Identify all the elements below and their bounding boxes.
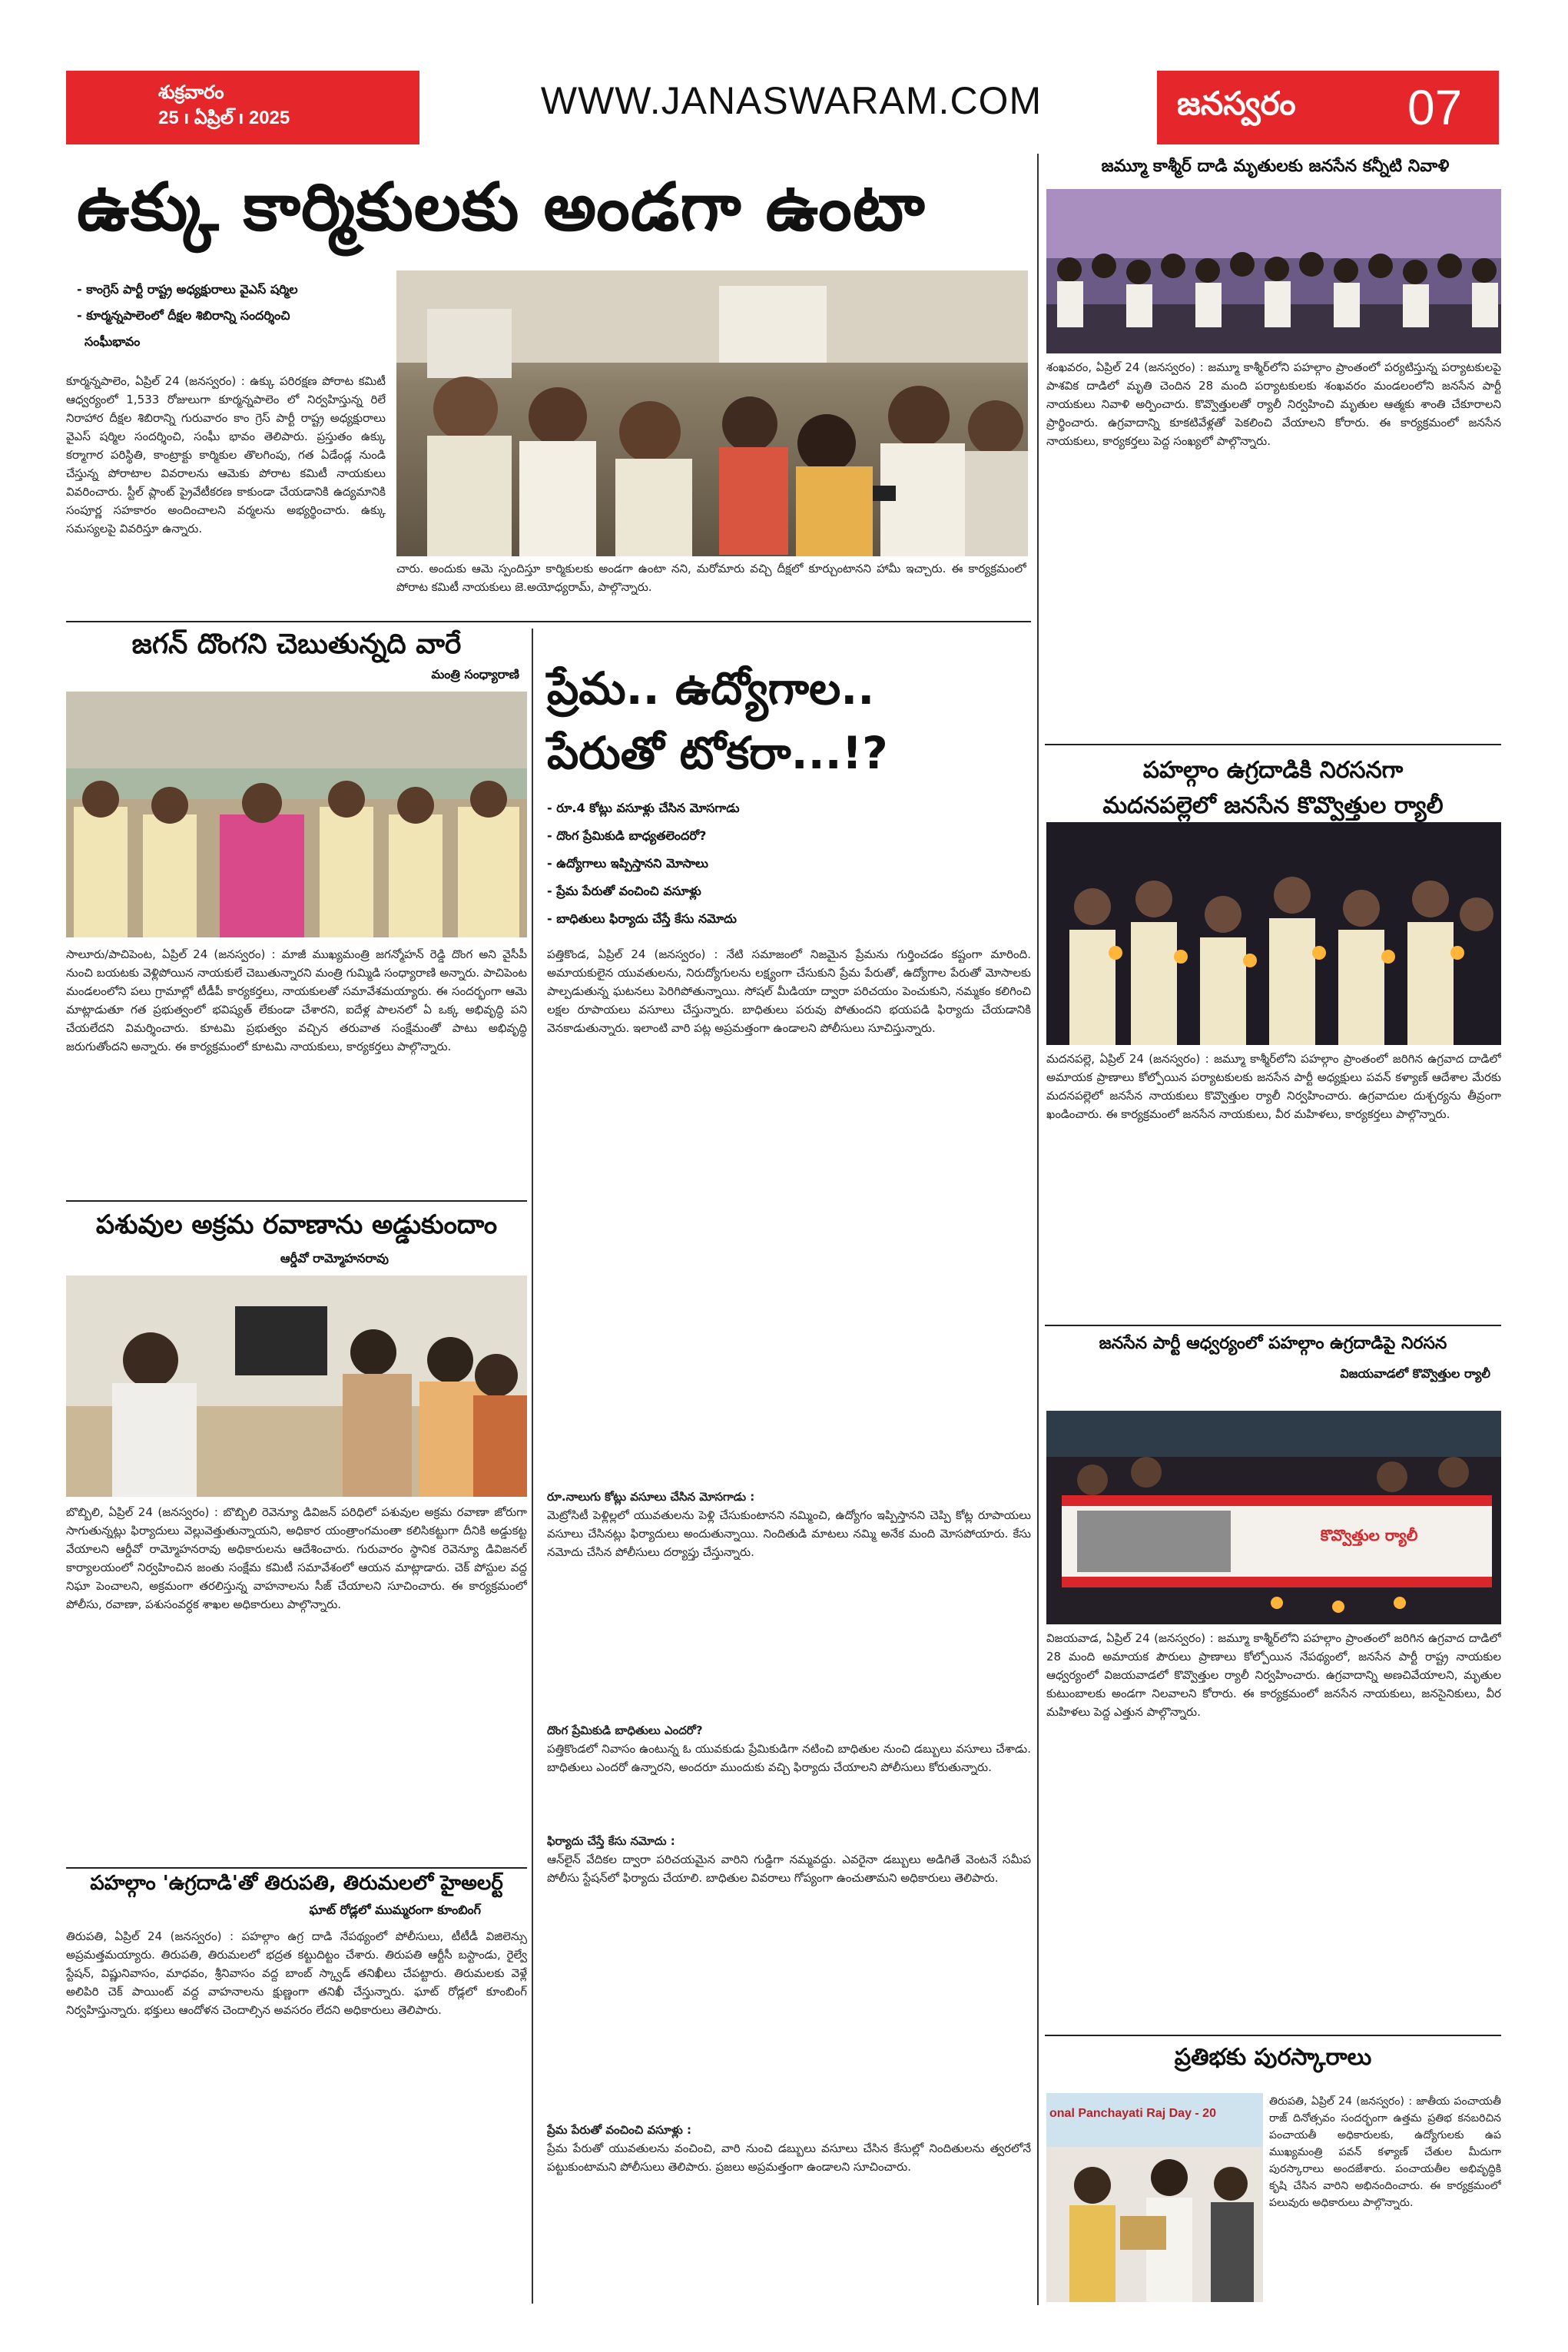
brand-name: జనస్వరం xyxy=(1177,85,1296,122)
jagan-photo-art xyxy=(66,692,527,937)
madanapalle-body: మదనపల్లె, ఏప్రిల్ 24 (జనస్వరం) : జమ్మూ కాశ్మీర్‌లోని పహల్గాం ప్రాంతంలో జరిగిన ఉగ్రవాద దాడిలో అమాయక ప్రాణాలు కోల్పోయిన పర్యాటకులకు జనసేన పార్టీ అధ్యక్షులు పవన్ కళ్యాణ్ ఆదేశాల మేరకు మదనపల్లెలో జనసేన నాయకులు కొవ్వొత్తుల ర్యాలీ నిర్వహించారు. ఉగ్రవాదుల దుశ్చర్యను తీవ్రంగా ఖండించారు. ఈ కార్యక్రమంలో జనసేన నాయకులు, వీర మహిళలు, కార్యకర్తలు పాల్గొన్నారు. xyxy=(1046,1052,1501,1121)
prema-section xyxy=(547,2121,1031,2274)
column-divider xyxy=(1037,154,1039,2305)
masthead-day: శుక్రవారం xyxy=(158,82,224,103)
lead-bullet: - కూర్మన్నపాలెంలో దీక్షల శిబిరాన్ని సందర్శించి xyxy=(77,308,290,323)
prema-headline-line1: ప్రేమ.. ఉద్యోగాల.. xyxy=(547,662,875,715)
pasuvulu-photo xyxy=(66,1276,527,1497)
masthead-date: 25 ı ఏప్రిల్ ı 2025 xyxy=(158,108,290,128)
page-number: 07 xyxy=(1407,80,1463,135)
tirupati-byline: ఘాట్ రోడ్లలో ముమ్మరంగా కూంబింగ్ xyxy=(309,1902,481,1917)
vijayawada-banner-text: కొవ్వొత్తుల ర్యాలీ xyxy=(1320,1526,1418,1544)
date-banner xyxy=(66,71,419,144)
prema-subhead: ఫిర్యాదు చేస్తే కేసు నమోదు : xyxy=(547,1834,675,1848)
prema-subhead: ప్రేమ పేరుతో వంచించి వసూళ్లు : xyxy=(547,2123,691,2137)
lead-photo xyxy=(396,270,1028,556)
jagan-headline: జగన్ దొంగని చెబుతున్నది వారే xyxy=(131,629,462,660)
award-headline: ప్రతిభకు పురస్కారాలు xyxy=(1174,2044,1372,2071)
vijayawada-photo xyxy=(1046,1411,1501,1624)
tirupati-body: తిరుపతి, ఏప్రిల్ 24 (జనస్వరం) : పహల్గాం ఉగ్ర దాడి నేపథ్యంలో పోలీసులు, టీటీడీ విజిలెన్సు అప్రమత్తమయ్యారు. తిరుపతి, తిరుమలలో భద్రత కట్టుదిట్టం చేశారు. తిరుపతి ఆర్టీసీ బస్టాండు, రైల్వే స్టేషన్, విష్ణునివాసం, మాధవం, శ్రీనివాసం వద్ద బాంబ్ స్క్వాడ్ తనిఖీలు చేపట్టారు. తిరుమలకు వెళ్లే అలిపిరి చెక్ పాయింట్ వద్ద వాహనాలను క్షుణ్ణంగా తనిఖీ చేస్తున్నారు. ఘాట్ రోడ్లలో కూంబింగ్ నిర్వహిస్తున్నారు. భక్తులు ఆందోళన చెందాల్సిన అవసరం లేదని అధికారులు తెలిపారు. xyxy=(66,1929,527,2017)
divider xyxy=(1045,1325,1501,1326)
prema-bullet: - బాధితులు ఫిర్యాదు చేస్తే కేసు నమోదు xyxy=(547,911,737,926)
prema-subbody: పత్తికొండలో నివాసం ఉంటున్న ఓ యువకుడు ప్రేమికుడిగా నటించి బాధితుల నుంచి డబ్బులు వసూలు చేశాడు. బాధితులు ఎందరో ఉన్నారని, అందరూ ముందుకు వచ్చి ఫిర్యాదు చేయాలని పోలీసులు కోరుతున్నారు. xyxy=(547,1742,1031,1774)
prema-section xyxy=(547,1832,1031,2108)
divider xyxy=(66,621,1031,622)
pasuvulu-byline: ఆర్డీవో రామ్మోహనరావు xyxy=(280,1251,389,1266)
jagan-photo xyxy=(66,692,527,937)
vijayawada-body: విజయవాడ, ఏప్రిల్ 24 (జనస్వరం) : జమ్మూ కాశ్మీర్‌లోని పహల్గాం ప్రాంతంలో జరిగిన ఉగ్రవాద దాడిలో 28 మంది అమాయక పౌరులు ప్రాణాలు కోల్పోయిన నేపథ్యంలో, జనసేన పార్టీ రాష్ట్ర నాయకుల ఆధ్వర్యంలో విజయవాడలో కొవ్వొత్తుల ర్యాలీ నిర్వహించారు. ఉగ్రవాదాన్ని అణచివేయాలని, మృతుల కుటుంబాలకు అండగా నిలవాలని కోరారు. ఈ కార్యక్రమంలో జనసేన నాయకులు, జనసైనికులు, వీర మహిళలు పెద్ద ఎత్తున పాల్గొన్నారు. xyxy=(1046,1631,1501,1719)
lead-body-tail: చారు. అందుకు ఆమె స్పందిస్తూ కార్మికులకు అండగా ఉంటా నని, మరోమారు వచ్చి దీక్షలో కూర్చుంటానని హామీ ఇచ్చారు. ఈ కార్యక్రమంలో పోరాట కమిటీ నాయకులు జె.అయోధ్యరామ్, పాల్గొన్నారు. xyxy=(396,562,1026,594)
divider xyxy=(66,1200,527,1202)
madanapalle-headline-line1: పహల్గాం ఉగ్రదాడికి నిరసనగా xyxy=(1142,757,1404,784)
prema-bullet: - రూ.4 కోట్లు వసూళ్లు చేసిన మోసగాడు xyxy=(547,801,740,815)
vijayawada-byline: విజయవాడలో కొవ్వొత్తుల ర్యాలీ xyxy=(1340,1366,1490,1381)
prema-subhead: దొంగ ప్రేమికుడి బాధితులు ఎందరో? xyxy=(547,1723,703,1737)
pasuvulu-headline: పశువుల అక్రమ రవాణాను అడ్డుకుందాం xyxy=(95,1209,498,1240)
divider xyxy=(1045,744,1501,745)
prema-subhead: రూ.నాలుగు కోట్లు వసూలు చేసిన మోసగాడు : xyxy=(547,1490,755,1504)
column-divider xyxy=(532,629,533,2304)
prema-body: పత్తికొండ, ఏప్రిల్ 24 (జనస్వరం) : నేటి సమాజంలో నిజమైన ప్రేమను గుర్తించడం కష్టంగా మారింది. అమాయకులైన యువతులను, నిరుద్యోగులను లక్ష్యంగా చేసుకుని ప్రేమ పేరుతో, ఉద్యోగాల పేరుతో మోసాలకు పాల్పడుతున్న ఘటనలు పెరిగిపోతున్నాయి. సోషల్ మీడియా ద్వారా పరిచయం పెంచుకుని, నమ్మకం కలిగించి లక్షల రూపాయలు వసూలు చేస్తున్నారు. బాధితులు పరువు పోతుందని భయపడి ఫిర్యాదు చేయడానికి వెనకాడుతున్నారు. ఇలాంటి వారి పట్ల అప్రమత్తంగా ఉండాలని పోలీసులు సూచిస్తున్నారు. xyxy=(547,947,1031,1035)
madanapalle-photo xyxy=(1046,822,1501,1045)
prema-bullets xyxy=(547,795,1031,933)
lead-photo-art xyxy=(396,270,1028,556)
jagan-byline: మంత్రి సంధ్యారాణి xyxy=(431,667,519,682)
pasuvulu-body: బొబ్బిలి, ఏప్రిల్ 24 (జనస్వరం) : బొబ్బిలి రెవెన్యూ డివిజన్ పరిధిలో పశువుల అక్రమ రవాణా జోరుగా సాగుతున్నట్లు ఫిర్యాదులు వెల్లువెత్తుతున్నాయని, అధికార యంత్రాంగమంతా కలిసికట్టుగా దీనికి అడ్డుకట్ట వేయాలని ఆర్డీవో రామ్మోహనరావు అధికారులను ఆదేశించారు. గురువారం స్థానిక రెవెన్యూ డివిజనల్ కార్యాలయంలో నిర్వహించిన జంతు సంక్షేమ కమిటీ సమావేశంలో ఆయన మాట్లాడారు. చెక్ పోస్టుల వద్ద నిఘా పెంచాలని, అక్రమంగా తరలిస్తున్న వాహనాలను సీజ్ చేయాలని సూచించారు. ఈ కార్యక్రమంలో పోలీసు, రవాణా, పశుసంవర్ధక శాఖల అధికారులు పాల్గొన్నారు. xyxy=(66,1505,527,1611)
lead-bullet: సంఘీభావం xyxy=(85,334,141,349)
brand-banner xyxy=(1157,71,1499,144)
divider xyxy=(1045,2035,1501,2036)
jagan-body: సాలూరు/పాచిపెంట, ఏప్రిల్ 24 (జనస్వరం) : మాజీ ముఖ్యమంత్రి జగన్మోహన్ రెడ్డి దొంగ అని వైసీపీ నుంచి బయటకు వెళ్లిపోయిన నాయకులే చెబుతున్నారని మంత్రి గుమ్మిడి సంధ్యారాణి అన్నారు. పాచిపెంట మండలంలోని పలు గ్రామాల్లో టీడీపీ కార్యకర్తలు, నాయకులతో సమావేశమయ్యారు. ఈ సందర్భంగా ఆమె మాట్లాడుతూ గత ప్రభుత్వంలో భవిష్యత్ లేకుండా చేశారని, ఐదేళ్ల పాలనలో ఏ ఒక్క అభివృద్ధి పని చేయలేదని విమర్శించారు. కూటమి ప్రభుత్వం వచ్చిన తరువాత సంక్షేమంతో పాటు అభివృద్ధి జరుగుతోందని అన్నారు. ఈ కార్యక్రమంలో కూటమి నాయకులు, కార్యకర్తలు పాల్గొన్నారు. xyxy=(66,947,527,1053)
divider xyxy=(66,1867,527,1869)
award-banner-text: onal Panchayati Raj Day - 20 xyxy=(1049,2107,1216,2120)
award-photo xyxy=(1046,2093,1263,2302)
award-photo-art xyxy=(1046,2093,1263,2302)
prema-subbody: ఆన్‌లైన్ వేదికల ద్వారా పరిచయమైన వారిని గుడ్డిగా నమ్మవద్దు. ఎవరైనా డబ్బులు అడిగితే వెంటనే సమీప పోలీసు స్టేషన్‌లో ఫిర్యాదు చేయాలి. బాధితుల వివరాలు గోప్యంగా ఉంచుతామని అధికారులు తెలిపారు. xyxy=(547,1853,1031,1885)
jammu-body: శంఖవరం, ఏప్రిల్ 24 (జనస్వరం) : జమ్మూ కాశ్మీర్‌లోని పహల్గాం ప్రాంతంలో పర్యటిస్తున్న పర్యాటకులపై పాశవిక దాడిలో మృతి చెందిన 28 మంది పర్యాటకులకు శంఖవరం మండలంలోని జనసేన పార్టీ నాయకులు నివాళి అర్పించారు. కొవ్వొత్తులతో ర్యాలీ నిర్వహించి మృతుల ఆత్మకు శాంతి చేకూరాలని ప్రార్థించారు. ఉగ్రవాదాన్ని కూకటివేళ్లతో పెకలించి వేయాలని కోరారు. ఈ కార్యక్రమంలో జనసేన నాయకులు, కార్యకర్తలు పెద్ద సంఖ్యలో పాల్గొన్నారు. xyxy=(1046,360,1501,448)
award-body: తిరుపతి, ఏప్రిల్ 24 (జనస్వరం) : జాతీయ పంచాయతీ రాజ్ దినోత్సవం సందర్భంగా ఉత్తమ ప్రతిభ కనబరిచిన పంచాయతీ అధికారులకు, ఉద్యోగులకు ఉప ముఖ్యమంత్రి పవన్ కళ్యాణ్ చేతుల మీదుగా పురస్కారాలు అందజేశారు. పంచాయతీల అభివృద్ధికి కృషి చేసిన వారిని అభినందించారు. ఈ కార్యక్రమంలో పలువురు అధికారులు పాల్గొన్నారు. xyxy=(1269,2095,1501,2209)
lead-headline: ఉక్కు కార్మికులకు అండగా ఉంటా xyxy=(77,169,926,246)
jammu-photo-art xyxy=(1046,189,1501,353)
madanapalle-headline-line2: మదనపల్లెలో జనసేన కొవ్వొత్తుల ర్యాలీ xyxy=(1102,792,1444,819)
lead-bullets xyxy=(77,277,384,355)
prema-section xyxy=(547,1721,1031,1829)
madanapalle-photo-art xyxy=(1046,822,1501,1045)
madanapalle-headline xyxy=(1045,753,1501,824)
prema-bullet: - దొంగ ప్రేమికుడి బాధ్యతలెందరో? xyxy=(547,828,707,843)
prema-headline-line2: పేరుతో టోకరా...!? xyxy=(547,727,888,779)
jammu-photo xyxy=(1046,189,1501,353)
vijayawada-headline: జనసేన పార్టీ ఆధ్వర్యంలో పహల్గాం ఉగ్రదాడిపై నిరసన xyxy=(1099,1334,1447,1353)
prema-subbody: మెట్రోసిటీ పెళ్లిల్లలో యువతులను పెళ్లి చేసుకుంటానని నమ్మించి, ఉద్యోగం ఇప్పిస్తానని చెప్పి కోట్ల రూపాయలు వసూలు చేసినట్లు ఫిర్యాదులు అందుతున్నాయి. నిందితుడి మాటలు నమ్మి అనేక మంది మోసపోయారు. కేసు నమోదు చేసిన పోలీసులు దర్యాప్తు చేస్తున్నారు. xyxy=(547,1508,1031,1559)
prema-section xyxy=(547,1488,1031,1718)
jammu-headline: జమ్మూ కాశ్మీర్ దాడి మృతులకు జనసేన కన్నీటి నివాళి xyxy=(1101,157,1450,176)
prema-bullet: - ప్రేమ పేరుతో వంచించి వసూళ్లు xyxy=(547,884,701,898)
tirupati-headline: పహల్గాం 'ఉగ్రదాడి'తో తిరుపతి, తిరుమలలో హైఅలర్ట్ xyxy=(90,1872,503,1895)
lead-body: కూర్మన్నపాలెం, ఏప్రిల్ 24 (జనస్వరం) : ఉక్కు పరిరక్షణ పోరాట కమిటీ ఆధ్వర్యంలో 1,533 రోజులుగా కూర్మన్నపాలెం లో నిర్వహిస్తున్న రిలే నిరాహార దీక్షల శిబిరాన్ని గురువారం కాం గ్రెస్ పార్టీ రాష్ట్ర అధ్యక్షురాలు వైఎస్ షర్మిల సందర్శించి, సంఘీ భావం తెలిపారు. ప్రస్తుతం ఉక్కు కర్మాగార పరిస్థితి, కాంట్రాక్టు కార్మికుల తొలగింపు, గత ఏడేండ్ల నుండి చేస్తున్న పోరాటాల వివరాలను ఆమెకు పోరాట కమిటీ నాయకులు వివరించారు. స్టీల్ ప్లాంట్ ప్రైవేటీకరణ కాకుండా చేయడానికి ఉద్యమానికి సంపూర్ణ సహకారం అందించాలని వర్మలను అభ్యర్థించారు. ఉక్కు సమస్యలపై వివరిస్తూ ఉన్నారు. xyxy=(66,374,386,536)
prema-subbody: ప్రేమ పేరుతో యువతులను వంచించి, వారి నుంచి డబ్బులు వసూలు చేసిన కేసుల్లో నిందితులను త్వరలోనే పట్టుకుంటామని పోలీసులు తెలిపారు. ప్రజలు అప్రమత్తంగా ఉండాలని సూచించారు. xyxy=(547,2141,1031,2174)
vijayawada-photo-art xyxy=(1046,1411,1501,1624)
site-url[interactable]: WWW.JANASWARAM.COM xyxy=(540,79,1043,122)
prema-bullet: - ఉద్యోగాలు ఇప్పిస్తానని మోసాలు xyxy=(547,856,708,871)
lead-bullet: - కాంగ్రెస్ పార్టీ రాష్ట్ర అధ్యక్షురాలు వైఎస్ షర్మిల xyxy=(77,282,298,297)
prema-headline xyxy=(547,656,1031,785)
pasuvulu-photo-art xyxy=(66,1276,527,1497)
